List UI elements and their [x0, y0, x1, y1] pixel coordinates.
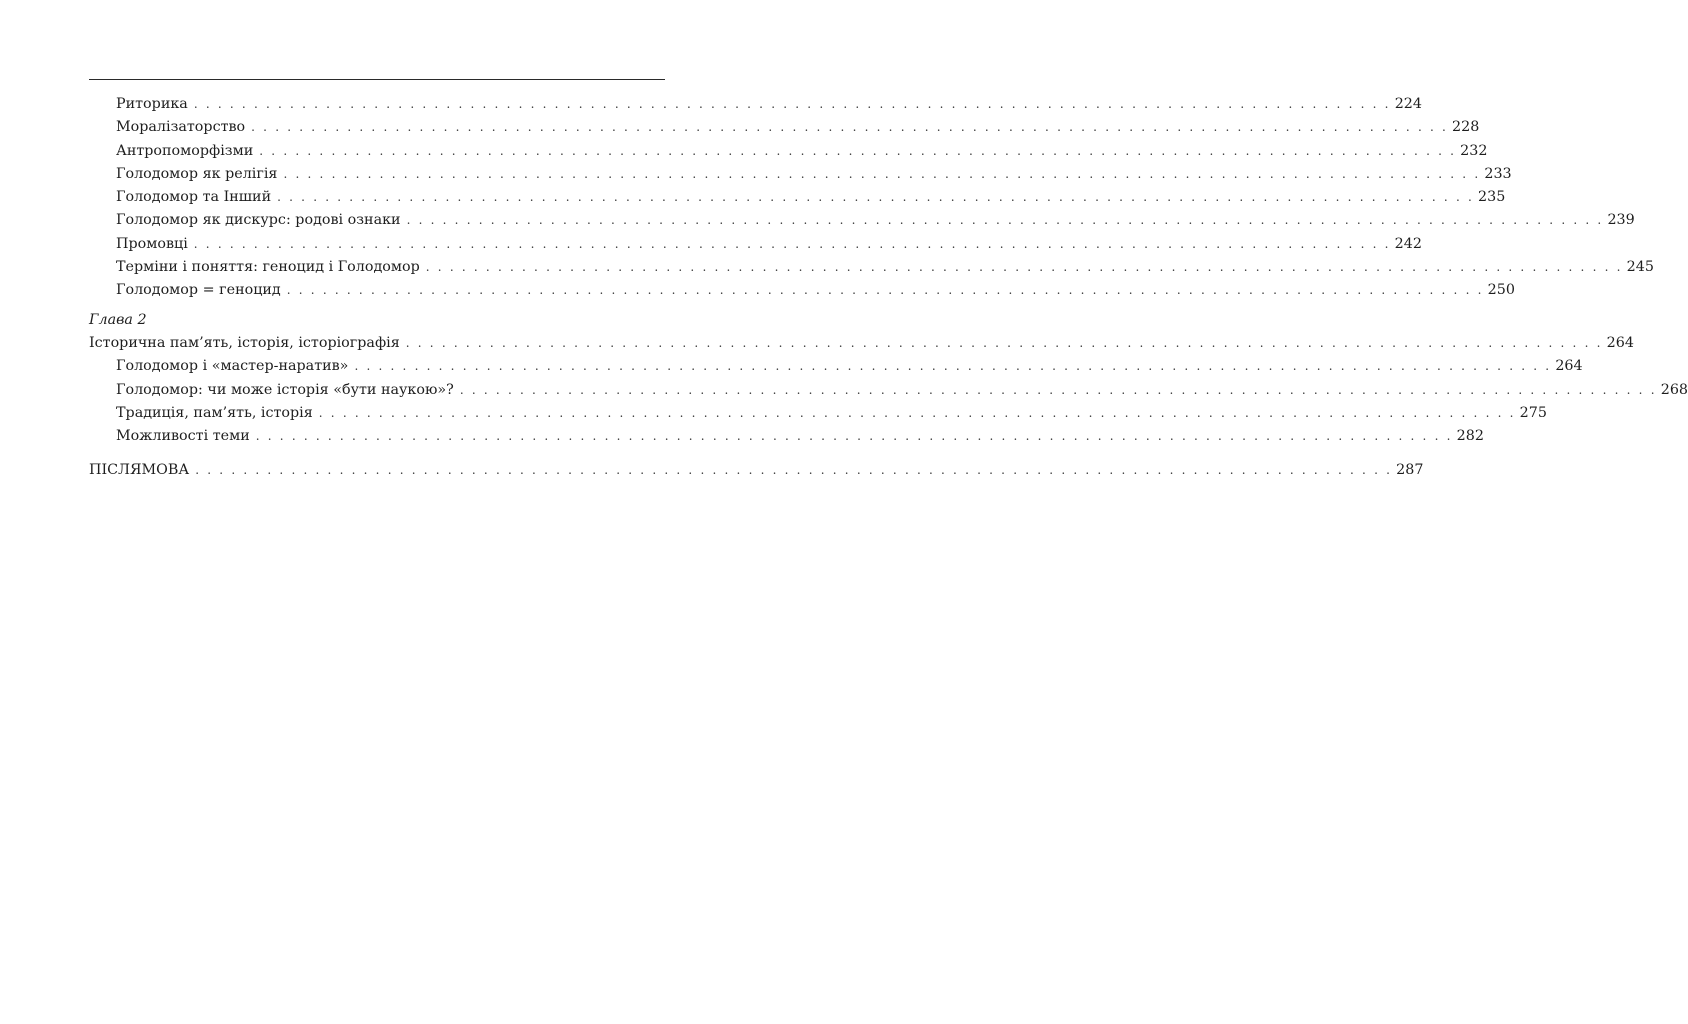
header-rule — [89, 79, 665, 80]
toc-entry-title: Антропоморфізми — [116, 142, 254, 159]
toc-entry-title: Можливості теми — [116, 428, 250, 445]
toc-dot-leader: . . . . . . . . . . . . . . . . . . . . . . . . . . . . . . . . . . . . . . . . . . . . . . . . . . . . . . . . . . . . . . . . . . . . . . . . . . . . . . . . . . . . . . . . . . . . . . . . . . . . — [283, 166, 1481, 181]
toc-entry-title: Риторика — [116, 96, 188, 112]
toc-dot-leader: . . . . . . . . . . . . . . . . . . . . . . . . . . . . . . . . . . . . . . . . . . . . . . . . . . . . . . . . . . . . . . . . . . . . . . . . . . . . . . . . . . . . . . . . . . . . . . . . . . . . — [406, 213, 1604, 228]
toc-entry-title: Моралізаторство — [116, 119, 246, 136]
toc-entry[interactable] — [89, 140, 1488, 163]
toc-chapter-entry[interactable] — [89, 332, 1634, 355]
toc-entry[interactable] — [89, 116, 1480, 139]
toc-entry-title: Голодомор = геноцид — [116, 282, 281, 299]
toc-page-number: 268 — [1660, 381, 1688, 398]
toc-entry[interactable] — [89, 425, 1484, 448]
toc-page-number: 245 — [1626, 259, 1654, 276]
toc-entry-title: Історична пам’ять, історія, історіографія — [89, 334, 400, 351]
toc-entry-title: Голодомор та Інший — [116, 189, 272, 206]
toc-page-number: 228 — [1452, 119, 1480, 136]
toc-dot-leader: . . . . . . . . . . . . . . . . . . . . . . . . . . . . . . . . . . . . . . . . . . . . . . . . . . . . . . . . . . . . . . . . . . . . . . . . . . . . . . . . . . . . . . . . . . . . . . . . . . . . — [425, 260, 1623, 275]
toc-entry-title: Голодомор як дискурс: родові ознаки — [116, 212, 401, 229]
toc-entry-title: Терміни і поняття: геноцид і Голодомор — [116, 259, 420, 276]
toc-dot-leader: . . . . . . . . . . . . . . . . . . . . . . . . . . . . . . . . . . . . . . . . . . . . . . . . . . . . . . . . . . . . . . . . . . . . . . . . . . . . . . . . . . . . . . . . . . . . . . . . . . . . — [459, 382, 1657, 397]
toc-entry[interactable] — [89, 233, 1422, 256]
toc-page-number: 250 — [1487, 282, 1515, 299]
toc-entry[interactable] — [89, 402, 1547, 425]
toc-page-number: 282 — [1456, 428, 1484, 445]
toc-entry-title: Промовці — [116, 235, 188, 252]
toc-entry[interactable] — [89, 209, 1635, 232]
toc-entry[interactable] — [89, 355, 1583, 378]
toc-dot-leader: . . . . . . . . . . . . . . . . . . . . . . . . . . . . . . . . . . . . . . . . . . . . . . . . . . . . . . . . . . . . . . . . . . . . . . . . . . . . . . . . . . . . . . . . . . . . . . . . . . . . — [318, 405, 1516, 420]
toc-page-number: 275 — [1519, 404, 1547, 421]
toc-dot-leader: . . . . . . . . . . . . . . . . . . . . . . . . . . . . . . . . . . . . . . . . . . . . . . . . . . . . . . . . . . . . . . . . . . . . . . . . . . . . . . . . . . . . . . . . . . . . . . . . . . . . — [251, 120, 1449, 135]
toc-dot-leader: . . . . . . . . . . . . . . . . . . . . . . . . . . . . . . . . . . . . . . . . . . . . . . . . . . . . . . . . . . . . . . . . . . . . . . . . . . . . . . . . . . . . . . . . . . . . . . . . . . . . — [354, 359, 1552, 374]
toc-entry[interactable] — [89, 379, 1688, 402]
toc-dot-leader: . . . . . . . . . . . . . . . . . . . . . . . . . . . . . . . . . . . . . . . . . . . . . . . . . . . . . . . . . . . . . . . . . . . . . . . . . . . . . . . . . . . . . . . . . . . . . . . . . . . . — [405, 335, 1603, 350]
section-gap — [89, 448, 665, 459]
chapter-label: Глава 2 — [89, 311, 147, 328]
toc-dot-leader: . . . . . . . . . . . . . . . . . . . . . . . . . . . . . . . . . . . . . . . . . . . . . . . . . . . . . . . . . . . . . . . . . . . . . . . . . . . . . . . . . . . . . . . . . . . . . . . . . . . . — [193, 236, 1391, 251]
toc-page-number: 232 — [1460, 142, 1488, 159]
toc-page-number: 233 — [1484, 165, 1512, 182]
toc-entry[interactable] — [89, 163, 1512, 186]
toc-page-number: 239 — [1607, 212, 1635, 229]
toc-dot-leader: . . . . . . . . . . . . . . . . . . . . . . . . . . . . . . . . . . . . . . . . . . . . . . . . . . . . . . . . . . . . . . . . . . . . . . . . . . . . . . . . . . . . . . . . . . . . . . . . . . . . — [195, 463, 1393, 478]
toc-dot-leader: . . . . . . . . . . . . . . . . . . . . . . . . . . . . . . . . . . . . . . . . . . . . . . . . . . . . . . . . . . . . . . . . . . . . . . . . . . . . . . . . . . . . . . . . . . . . . . . . . . . . — [193, 97, 1391, 111]
toc-dot-leader: . . . . . . . . . . . . . . . . . . . . . . . . . . . . . . . . . . . . . . . . . . . . . . . . . . . . . . . . . . . . . . . . . . . . . . . . . . . . . . . . . . . . . . . . . . . . . . . . . . . . — [259, 143, 1457, 158]
toc-page-number: 235 — [1478, 189, 1506, 206]
toc-page-number: 242 — [1394, 235, 1422, 252]
toc-afterword-entry[interactable] — [89, 459, 1424, 482]
toc-entry[interactable] — [89, 279, 1515, 302]
toc-entry-title: Голодомор як релігія — [116, 165, 278, 182]
toc-entry-title: Голодомор і «мастер-наратив» — [116, 358, 349, 375]
toc-dot-leader: . . . . . . . . . . . . . . . . . . . . . . . . . . . . . . . . . . . . . . . . . . . . . . . . . . . . . . . . . . . . . . . . . . . . . . . . . . . . . . . . . . . . . . . . . . . . . . . . . . . . — [255, 429, 1453, 444]
table-of-contents — [89, 93, 1688, 483]
toc-entry[interactable] — [89, 93, 1422, 116]
toc-page-number: 287 — [1396, 462, 1424, 479]
toc-page-number: 224 — [1394, 96, 1422, 112]
toc-entry-title: ПІСЛЯМОВА — [89, 462, 190, 479]
toc-page-number: 264 — [1555, 358, 1583, 375]
toc-entry-title: Традиція, пам’ять, історія — [116, 404, 313, 421]
toc-dot-leader: . . . . . . . . . . . . . . . . . . . . . . . . . . . . . . . . . . . . . . . . . . . . . . . . . . . . . . . . . . . . . . . . . . . . . . . . . . . . . . . . . . . . . . . . . . . . . . . . . . . . — [277, 190, 1474, 205]
toc-dot-leader: . . . . . . . . . . . . . . . . . . . . . . . . . . . . . . . . . . . . . . . . . . . . . . . . . . . . . . . . . . . . . . . . . . . . . . . . . . . . . . . . . . . . . . . . . . . . . . . . . . . . — [286, 283, 1484, 298]
toc-entry-title: Голодомор: чи може історія «бути наукою»? — [116, 381, 454, 398]
toc-entry[interactable] — [89, 186, 1506, 209]
toc-entry[interactable] — [89, 256, 1654, 279]
toc-page-number: 264 — [1606, 334, 1634, 351]
